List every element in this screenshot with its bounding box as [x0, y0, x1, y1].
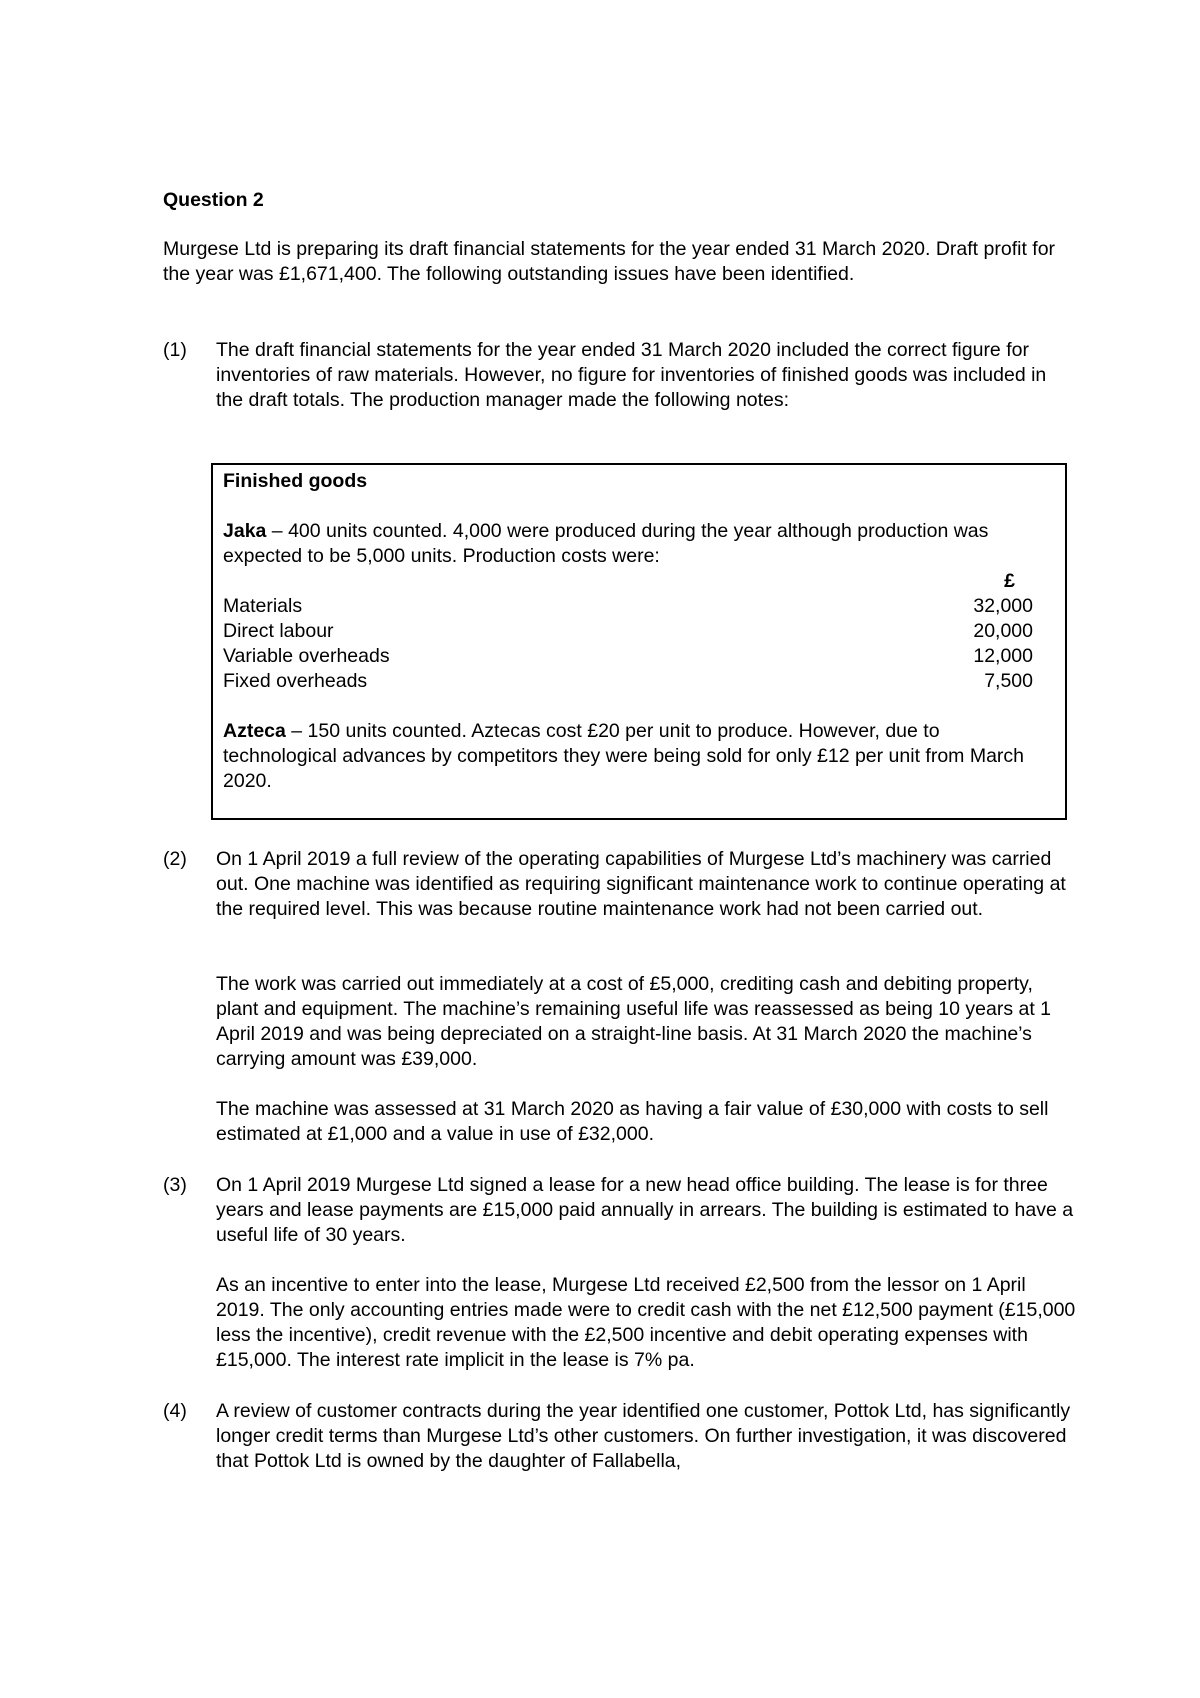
item-3-paragraph-2: As an incentive to enter into the lease, Murgese Ltd received £2,500 from the lessor on 1 April 2019. The only accounting entries made were to credit cash with the net £12,500 payment (£15,000 less the incentive), credit revenue with the £2,500 incentive and debit operating expenses with £15,000. The interest rate implicit in the lease is 7% pa. — [216, 1274, 1076, 1371]
cost-label: Direct labour — [223, 620, 334, 642]
cost-label: Materials — [223, 595, 303, 617]
currency-header: £ — [1004, 570, 1015, 592]
finished-goods-box — [211, 463, 1067, 820]
azteca-text: – 150 units counted. Aztecas cost £20 per unit to produce. However, due to technological advances by competitors they were being sold for only £12 per unit from March 2020. — [223, 720, 1025, 792]
item-2-paragraph-2: The work was carried out immediately at a cost of £5,000, crediting cash and debiting property, plant and equipment. The machine’s remaining useful life was reassessed as being 10 years at 1 April 2019 and was being depreciated on a straight-line basis. At 31 March 2020 the machine’s carrying amount was £39,000. — [216, 973, 1052, 1070]
item-number: (1) — [163, 339, 187, 361]
table-row — [223, 619, 1033, 644]
cost-label: Fixed overheads — [223, 670, 368, 692]
intro-paragraph: Murgese Ltd is preparing its draft financial statements for the year ended 31 March 2020. Draft profit for the year was £1,671,400. The following outstanding issues have been identified. — [163, 238, 1056, 285]
table-row — [223, 644, 1033, 669]
table-header-row — [223, 569, 1033, 594]
item-1-paragraph: The draft financial statements for the year ended 31 March 2020 included the correct figure for inventories of raw materials. However, no figure for inventories of finished goods was included in the draft totals. The production manager made the following notes: — [216, 339, 1047, 411]
cost-label: Variable overheads — [223, 645, 390, 667]
question-heading: Question 2 — [163, 189, 264, 211]
production-costs-table — [223, 569, 1033, 694]
item-4-paragraph-1: A review of customer contracts during the year identified one customer, Pottok Ltd, has significantly longer credit terms than Murgese Ltd’s other customers. On further investigation, it was discovered that Pottok Ltd is owned by the daughter of Fallabella, — [216, 1400, 1071, 1472]
cost-amount: 7,500 — [984, 670, 1033, 692]
azteca-name: Azteca — [223, 720, 286, 742]
jaka-note — [223, 519, 1053, 569]
item-3-paragraph-1: On 1 April 2019 Murgese Ltd signed a lease for a new head office building. The lease is for three years and lease payments are £15,000 paid annually in arrears. The building is estimated to have a useful life of 30 years. — [216, 1174, 1074, 1246]
cost-amount: 20,000 — [973, 620, 1033, 642]
item-number: (4) — [163, 1400, 187, 1422]
azteca-note — [223, 719, 1053, 794]
table-row — [223, 594, 1033, 619]
jaka-text: – 400 units counted. 4,000 were produced during the year although production was expected to be 5,000 units. Production costs were: — [223, 520, 989, 567]
item-number: (2) — [163, 848, 187, 870]
cost-amount: 12,000 — [973, 645, 1033, 667]
cost-amount: 32,000 — [973, 595, 1033, 617]
item-2-paragraph-1: On 1 April 2019 a full review of the operating capabilities of Murgese Ltd’s machinery was carried out. One machine was identified as requiring significant maintenance work to continue operating at the required level. This was because routine maintenance work had not been carried out. — [216, 848, 1066, 920]
jaka-name: Jaka — [223, 520, 267, 542]
table-row — [223, 669, 1033, 694]
box-title: Finished goods — [223, 470, 368, 492]
item-2-paragraph-3: The machine was assessed at 31 March 2020 as having a fair value of £30,000 with costs to sell estimated at £1,000 and a value in use of £32,000. — [216, 1098, 1049, 1145]
item-number: (3) — [163, 1174, 187, 1196]
